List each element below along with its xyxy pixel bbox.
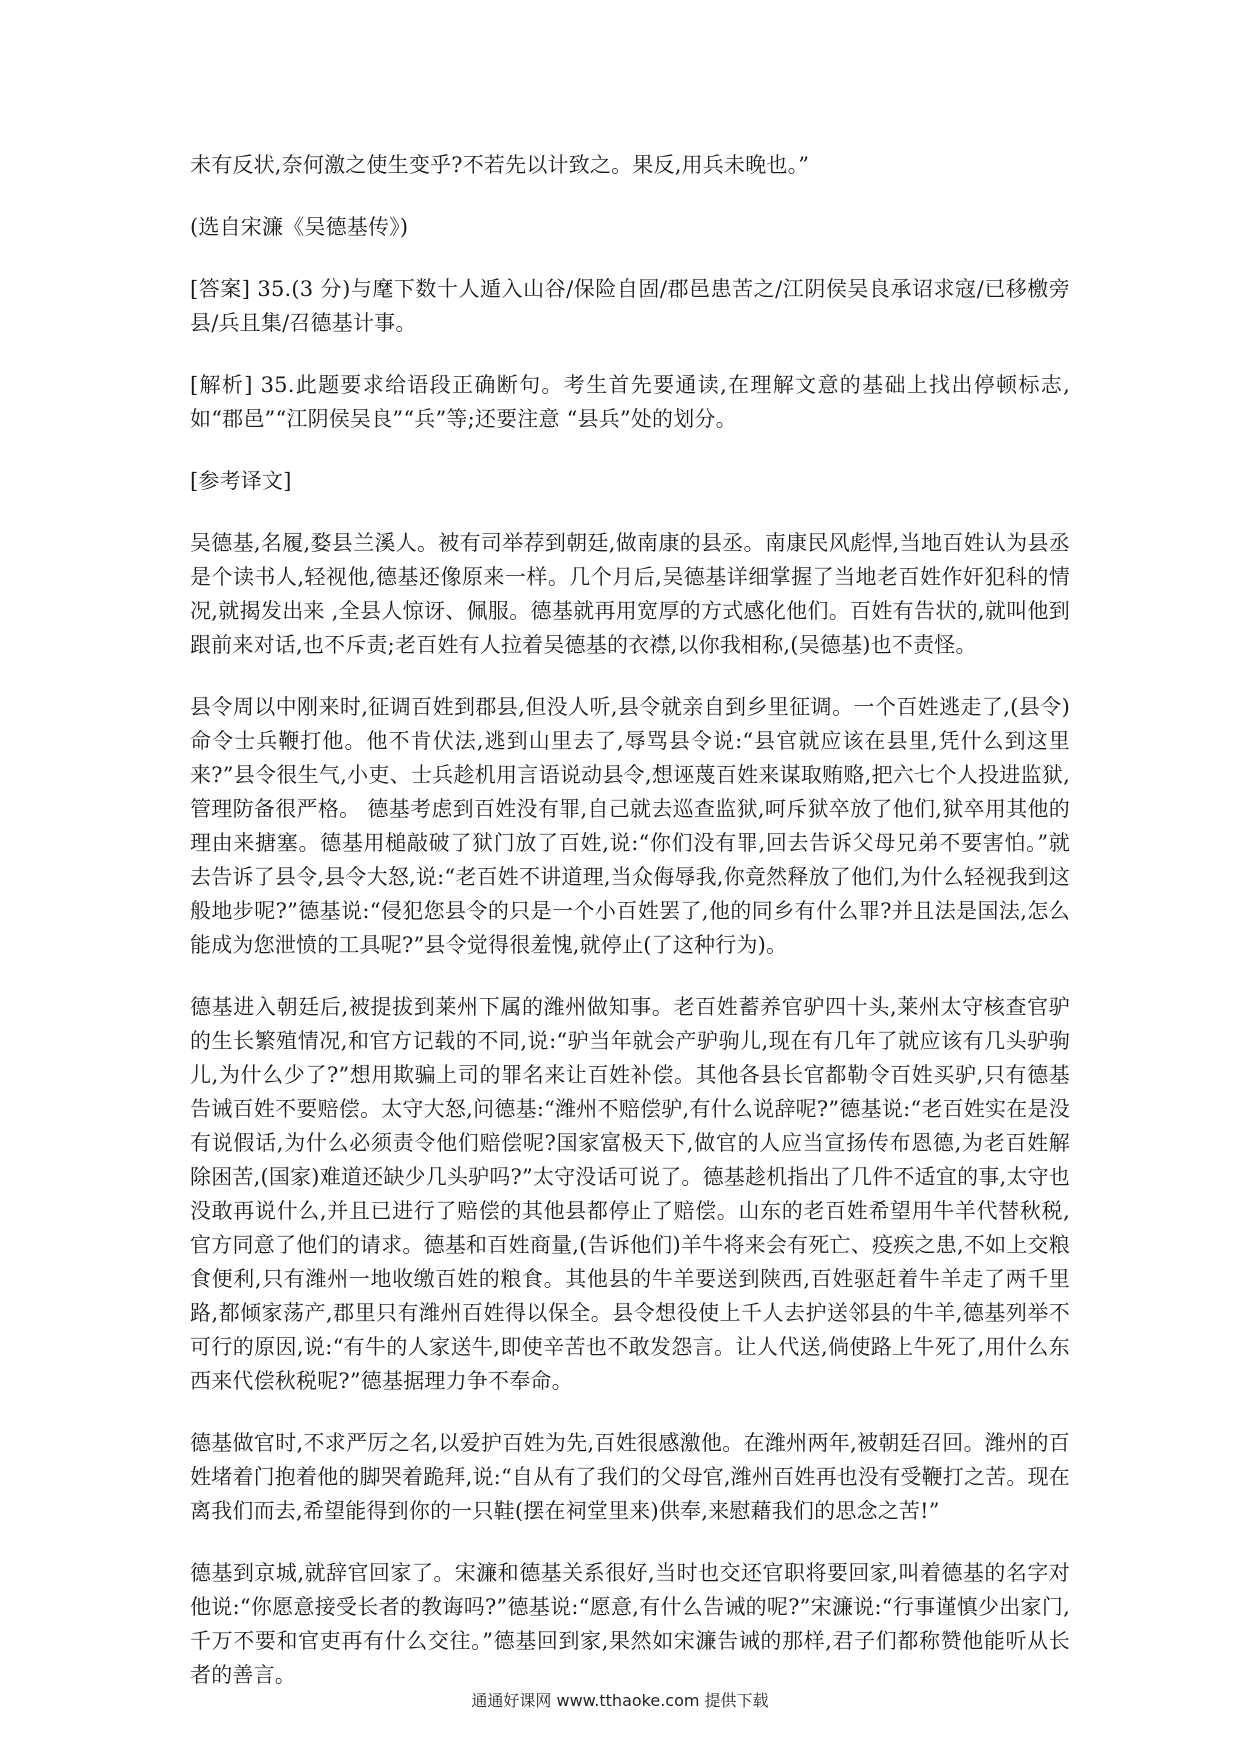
translation-paragraph-4: 德基做官时,不求严厉之名,以爱护百姓为先,百姓很感激他。在潍州两年,被朝廷召回。潍州的百姓堵着门抱着他的脚哭着跪拜,说:“自从有了我们的父母官,潍州百姓再也没有受鞭打之苦。现在离我们而去,希望能得到你的一只鞋(摆在祠堂里来)供奉,来慰藉我们的思念之苦!”: [190, 1431, 1070, 1523]
text-paragraph-continuation: 未有反状,奈何激之使生变乎?不若先以计致之。果反,用兵未晚也。”: [190, 153, 810, 177]
analysis-paragraph: [解析] 35.此题要求给语段正确断句。考生首先要通读,在理解文意的基础上找出停顿标志,如“郡邑”“江阴侯吴良”“兵”等;还要注意 “县兵”处的划分。: [190, 373, 1070, 431]
translation-paragraph-2: 县令周以中刚来时,征调百姓到郡县,但没人听,县令就亲自到乡里征调。一个百姓逃走了,(县令)命令士兵鞭打他。他不肯伏法,逃到山里去了,辱骂县令说:“县官就应该在县里,凭什么到这里来?”县令很生气,小吏、士兵趁机用言语说动县令,想诬蔑百姓来谋取贿赂,把六七个人投进监狱,管理防备很严格。 德基考虑到百姓没有罪,自己就去巡查监狱,呵斥狱卒放了他们,狱卒用其他的理由来搪塞。德基用槌敲破了狱门放了百姓,说:“你们没有罪,回去告诉父母兄弟不要害怕。”就去告诉了县令,县令大怒,说:“老百姓不讲道理,当众侮辱我,你竟然释放了他们,为什么轻视我到这般地步呢?”德基说:“侵犯您县令的只是一个小百姓罢了,他的同乡有什么罪?并且法是国法,怎么能成为您泄愤的工具呢?”县令觉得很羞愧,就停止(了这种行为)。: [190, 695, 1070, 957]
document-body: [190, 148, 1070, 1720]
answer-paragraph: [答案] 35.(3 分)与麾下数十人遁入山谷/保险自固/郡邑患苦之/江阴侯吴良承诏求寇/已移檄旁县/兵且集/召德基计事。: [190, 277, 1070, 335]
translation-paragraph-5: 德基到京城,就辞官回家了。宋濂和德基关系很好,当时也交还官职将要回家,叫着德基的名字对他说:“你愿意接受长者的教诲吗?”德基说:“愿意,有什么告诫的呢?”宋濂说:“行事谨慎少出家门,千万不要和官吏再有什么交往。”德基回到家,果然如宋濂告诫的那样,君子们都称赞他能听从长者的善言。: [190, 1561, 1070, 1687]
translation-heading: [参考译文]: [190, 469, 292, 493]
source-citation: (选自宋濂《吴德基传》): [190, 215, 409, 239]
translation-paragraph-1: 吴德基,名履,婺县兰溪人。被有司举荐到朝廷,做南康的县丞。南康民风彪悍,当地百姓认为县丞是个读书人,轻视他,德基还像原来一样。几个月后,吴德基详细掌握了当地老百姓作奸犯科的情况,就揭发出来 ,全县人惊讶、佩服。德基就再用宽厚的方式感化他们。百姓有告状的,就叫他到跟前来对话,也不斥责;老百姓有人拉着吴德基的衣襟,以你我相称,(吴德基)也不责怪。: [190, 531, 1070, 657]
translation-paragraph-3: 德基进入朝廷后,被提拔到莱州下属的潍州做知事。老百姓蓄养官驴四十头,莱州太守核查官驴的生长繁殖情况,和官方记载的不同,说:“驴当年就会产驴驹儿,现在有几年了就应该有几头驴驹儿,为什么少了?”想用欺骗上司的罪名来让百姓补偿。其他各县长官都勒令百姓买驴,只有德基告诫百姓不要赔偿。太守大怒,问德基:“潍州不赔偿驴,有什么说辞呢?”德基说:“老百姓实在是没有说假话,为什么必须责令他们赔偿呢?国家富极天下,做官的人应当宣扬传布恩德,为老百姓解除困苦,(国家)难道还缺少几头驴吗?”太守没话可说了。德基趁机指出了几件不适宜的事,太守也没敢再说什么,并且已进行了赔偿的其他县都停止了赔偿。山东的老百姓希望用牛羊代替秋税,官方同意了他们的请求。德基和百姓商量,(告诉他们)羊牛将来会有死亡、疫疾之患,不如上交粮食便利,只有潍州一地收缴百姓的粮食。其他县的牛羊要送到陕西,百姓驱赶着牛羊走了两千里路,都倾家荡产,郡里只有潍州百姓得以保全。县令想役使上千人去护送邻县的牛羊,德基列举不可行的原因,说:“有牛的人家送牛,即使辛苦也不敢发怨言。让人代送,倘使路上牛死了,用什么东西来代偿秋税呢?”德基据理力争不奉命。: [190, 995, 1070, 1393]
page-footer: 通通好课网 www.tthaoke.com 提供下载: [471, 1691, 769, 1710]
